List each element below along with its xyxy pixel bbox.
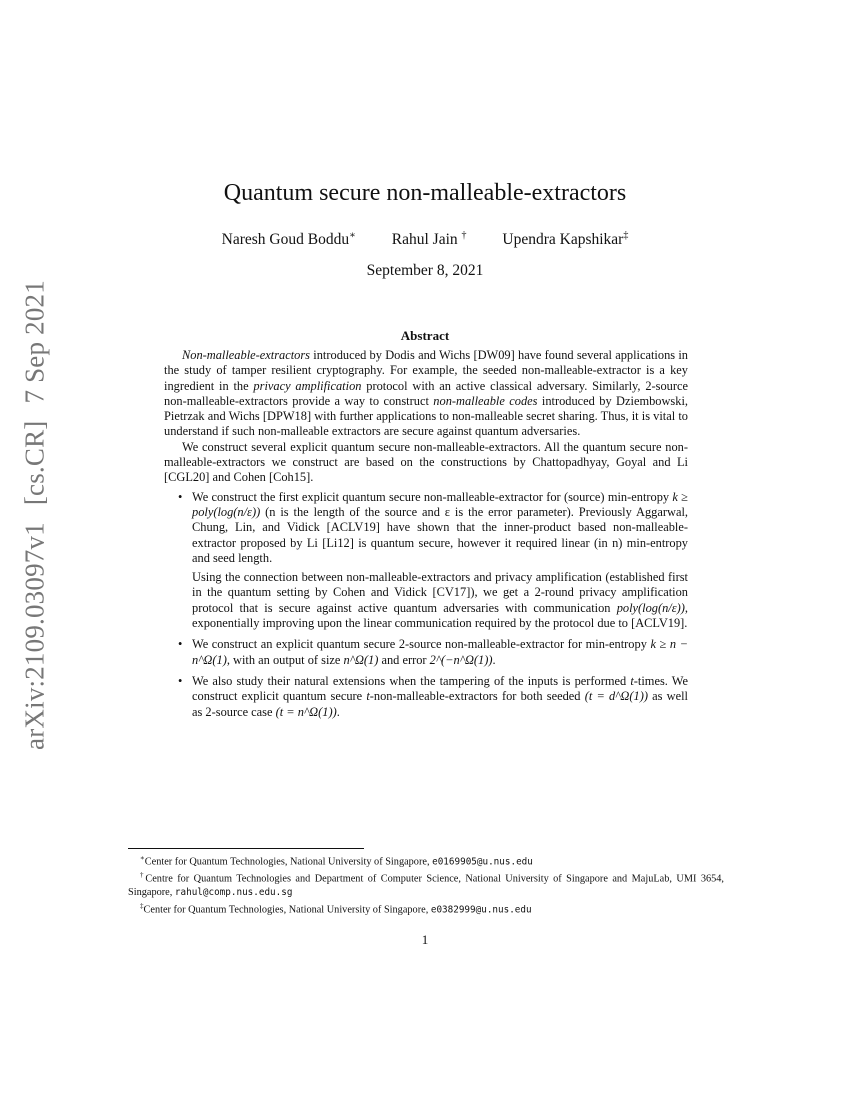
paper-title: Quantum secure non-malleable-extractors	[223, 180, 627, 206]
bullet-icon: •	[178, 673, 183, 688]
footnote: ∗Center for Quantum Technologies, National University of Singapore, e0169905@u.nus.edu	[140, 854, 533, 868]
abstract-body	[164, 348, 688, 726]
footnotes	[128, 852, 724, 917]
list-item: • We construct the first explicit quantum secure non-malleable-extractor for (source) min-entropy k ≥ poly(log(n/ε)) (n is the length of the source and ε is the error parameter). Previously Aggarwal, Chung, Lin, and Vidick [ACLV19] have shown that the inner-product based non-malleable-extractor proposed by Li [Li12] is quantum secure, however it required linear (in n) min-entropy and seed length. Using the connection between non-malleable-extractors and privacy amplification (established first in the quantum setting by Cohen and Vidick [CV17]), we get a 2-round privacy amplification protocol that is secure against active quantum adversaries with communication poly(log(n/ε)), exponentially improving upon the linear communication required by the protocol due to [ACLV19].	[178, 489, 688, 631]
math-expr: k ≥ poly(log(n/ε))	[192, 489, 688, 519]
author: Rahul Jain †	[391, 230, 467, 249]
abstract-paragraph: Non-malleable-extractors introduced by Dodis and Wichs [DW09] have found several applications in the study of tamper resilient cryptography. For example, the seeded non-malleable-extractor is a key ingredient in the privacy amplification protocol with an active classical adversary. Similarly, 2-source non-malleable-extractors provide a way to construct non-malleable codes introduced by Dziembowski, Pietrzak and Wichs [DPW18] with further applications to non-malleable secret sharing. Thus, it is vital to understand if such non-malleable extractors are secure against quantum adversaries.	[164, 348, 688, 439]
author-list	[0, 230, 850, 249]
arxiv-category: [cs.CR]	[19, 420, 50, 506]
math-expr: 2^(−n^Ω(1))	[429, 652, 493, 667]
arxiv-id[interactable]: arXiv:2109.03097v1	[19, 522, 50, 750]
bullet-icon: •	[178, 489, 183, 504]
bullet-icon: •	[178, 637, 183, 652]
list-item: • We also study their natural extensions when the tampering of the inputs is performed t-times. We construct explicit quantum secure t-non-malleable-extractors for both seeded (t = d^Ω(1)) as well as 2-source case (t = n^Ω(1)).	[178, 673, 688, 719]
arxiv-date: 7 Sep 2021	[19, 280, 50, 404]
email-link[interactable]: rahul@comp.nus.edu.sg	[174, 887, 293, 899]
page-number: 1	[421, 932, 429, 947]
footnote: †Centre for Quantum Technologies and Department of Computer Science, National University of Singapore and MajuLab, UMI 3654, Singapore, rahul@comp.nus.edu.sg	[128, 871, 724, 899]
math-expr: t	[366, 689, 370, 704]
abstract-paragraph: We construct several explicit quantum secure non-malleable-extractors. All the quantum secure non-malleable-extractors we construct are based on the constructions by Chattopadhyay, Goyal and Li [CGL20] and Cohen [Coh15].	[164, 439, 688, 485]
math-expr: (t = d^Ω(1))	[584, 689, 648, 704]
math-expr: k ≥ n − n^Ω(1)	[192, 637, 688, 667]
abstract-heading: Abstract	[400, 328, 450, 343]
email-link[interactable]: e0382999@u.nus.edu	[430, 904, 532, 916]
contribution-list	[164, 490, 688, 720]
math-expr: n^Ω(1)	[343, 652, 379, 667]
arxiv-sidebar	[10, 280, 60, 750]
author: Naresh Goud Boddu∗	[221, 230, 356, 249]
email-link[interactable]: e0169905@u.nus.edu	[432, 856, 533, 868]
math-expr: t	[630, 673, 634, 688]
footnote-divider	[128, 848, 364, 849]
arxiv-stamp	[20, 275, 51, 755]
list-item: • We construct an explicit quantum secure 2-source non-malleable-extractor for min-entropy k ≥ n − n^Ω(1), with an output of size n^Ω(1) and error 2^(−n^Ω(1)).	[178, 637, 688, 667]
paper-date: September 8, 2021	[366, 262, 484, 279]
math-expr: poly(log(n/ε))	[616, 600, 685, 615]
author: Upendra Kapshikar‡	[502, 230, 629, 249]
math-expr: (t = n^Ω(1))	[275, 704, 337, 719]
footnote: ‡Center for Quantum Technologies, National University of Singapore, e0382999@u.nus.edu	[140, 902, 532, 916]
